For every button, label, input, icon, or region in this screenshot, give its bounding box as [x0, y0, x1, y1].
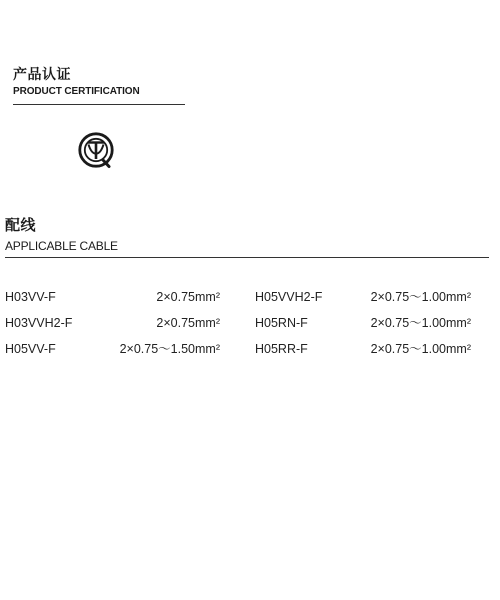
table-row: [5, 314, 485, 340]
cable-spec: 2×0.75～1.00mm²: [370, 342, 471, 356]
applicable-cable-section: [5, 215, 485, 254]
applicable-cable-title-en: APPLICABLE CABLE: [5, 239, 118, 253]
certification-title-en: PRODUCT CERTIFICATION: [13, 86, 140, 97]
cable-model: H03VVH2-F: [5, 316, 73, 330]
table-row: [5, 288, 485, 314]
cable-model: H03VV-F: [5, 290, 56, 304]
applicable-cable-title-zh: 配线: [5, 216, 37, 234]
certification-section: [13, 66, 185, 99]
certification-title-zh: 产品认证: [13, 67, 71, 83]
cable-model: H05RN-F: [255, 316, 308, 330]
applicable-cable-divider: [5, 257, 489, 258]
cable-spec: 2×0.75～1.00mm²: [370, 290, 471, 304]
cable-spec-table: [5, 288, 485, 366]
cable-model: H05VVH2-F: [255, 290, 323, 304]
cable-spec: 2×0.75～1.50mm²: [119, 342, 220, 356]
cable-spec: 2×0.75mm²: [156, 290, 220, 304]
certification-divider: [13, 104, 185, 105]
cable-spec: 2×0.75～1.00mm²: [370, 316, 471, 330]
cable-model: H05VV-F: [5, 342, 56, 356]
cable-spec: 2×0.75mm²: [156, 316, 220, 330]
ccc-certification-mark-icon: [77, 131, 115, 169]
cable-model: H05RR-F: [255, 342, 308, 356]
table-row: [5, 340, 485, 366]
